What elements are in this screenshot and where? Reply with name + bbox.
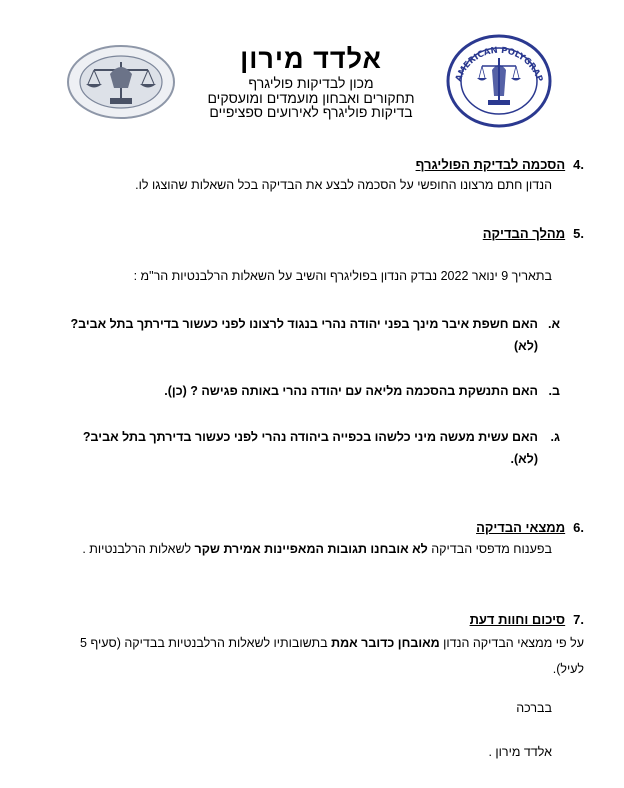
greeting: בברכה bbox=[516, 701, 552, 715]
section-6-heading bbox=[476, 520, 584, 535]
section-6-number: .6 bbox=[573, 520, 584, 535]
header-subtitle-2: תחקורים ואבחון מועמדים ומועסקים bbox=[207, 90, 415, 106]
left-logo-text bbox=[66, 44, 75, 45]
section-5-heading bbox=[483, 226, 584, 241]
question-a-text: האם חשפת איבר מינך בפני יהודה נהרי בנגוד לרצונו לפני כעשור בדירתך בתל אביב? (לא) bbox=[70, 317, 538, 353]
question-c-letter: ג. bbox=[550, 430, 560, 444]
lady-justice-icon bbox=[446, 34, 552, 128]
section-6-title: ממצאי הבדיקה bbox=[476, 520, 566, 535]
section-6-text: בפענוח מדפסי הבדיקה לא אובחנו תגובות המאפיינות אמירת שקר לשאלות הרלבנטיות . bbox=[82, 542, 552, 556]
section-5-title: מהלך הבדיקה bbox=[482, 226, 566, 241]
section-4-heading bbox=[416, 157, 584, 172]
scales-of-justice-icon bbox=[66, 44, 176, 120]
section-7-conclusion: מאובחן כדובר אמת bbox=[331, 636, 440, 650]
section-5-intro: בתאריך 9 ינואר 2022 נבדק הנדון בפוליגרף והשיב על השאלות הרלבנטיות הר"מ : bbox=[133, 269, 552, 283]
section-7-text: על פי ממצאי הבדיקה הנדון מאובחן כדובר אמת בתשובותיו לשאלות הרלבנטיות בבדיקה (סעיף 5 לעיל). bbox=[80, 636, 584, 676]
header-name: אלדד מירון bbox=[240, 44, 382, 74]
question-b-letter: ב. bbox=[548, 384, 560, 398]
header-subtitle-1: מכון לבדיקות פוליגרף bbox=[248, 75, 374, 91]
question-b-text: האם התנשקת בהסכמה מליאה עם יהודה נהרי באותה פגישה ? (כן). bbox=[164, 384, 538, 398]
section-7-heading bbox=[470, 612, 584, 627]
question-a bbox=[68, 313, 560, 357]
header-subtitle-3: בדיקות פוליגרף לאירועים ספציפיים bbox=[209, 104, 413, 120]
section-6-finding: לא אובחנו תגובות המאפיינות אמירת שקר bbox=[194, 542, 428, 556]
question-c-text: האם עשית מעשה מיני כלשהו בכפייה ביהודה נהרי לפני כעשור בדירתך בתל אביב? (לא). bbox=[82, 430, 538, 466]
signature: אלדד מירון . bbox=[488, 745, 552, 759]
question-a-letter: א. bbox=[548, 317, 560, 331]
section-7-number: .7 bbox=[573, 612, 584, 627]
section-4-title: הסכמה לבדיקת הפוליגרף bbox=[415, 157, 566, 172]
svg-text:AMERICAN POLYGRAPH ASSOCIATION: AMERICAN POLYGRAP bbox=[453, 45, 545, 84]
israel-polygraph-logo bbox=[66, 44, 176, 120]
section-4-number: .4 bbox=[573, 157, 584, 172]
section-7-title: סיכום וחוות דעת bbox=[469, 612, 566, 627]
question-c bbox=[68, 426, 560, 470]
section-5-number: .5 bbox=[573, 226, 584, 241]
apa-logo bbox=[446, 34, 552, 128]
question-b bbox=[68, 380, 560, 402]
section-4-text: הנדון חתם מרצונו החופשי על הסכמה לבצע את הבדיקה בכל השאלות שהוצגו לו. bbox=[135, 178, 552, 192]
